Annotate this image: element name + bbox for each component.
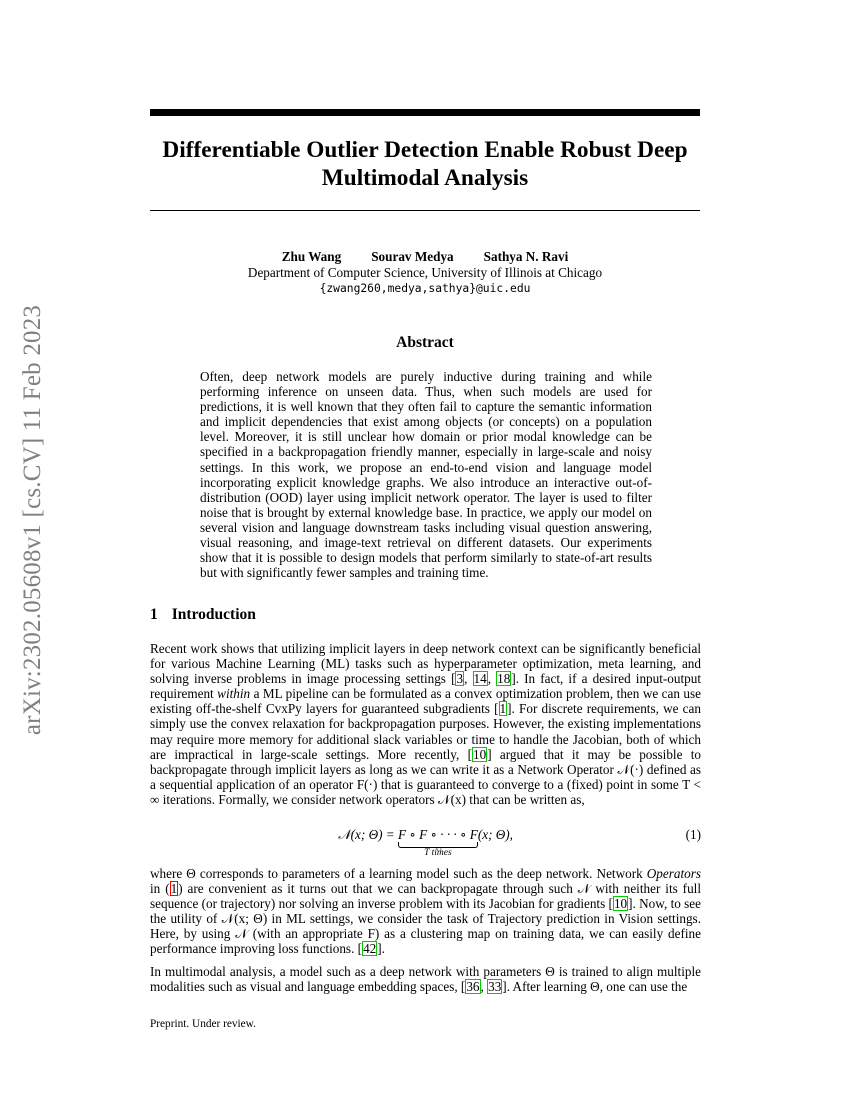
equation-reference-link[interactable]: 1 (170, 881, 178, 897)
text-run: ]. After learning Θ, one can use the (502, 979, 688, 995)
author-name: Sathya N. Ravi (483, 249, 569, 264)
equation-lhs: 𝒩(x; Θ) = (338, 827, 398, 842)
arxiv-identifier: arXiv:2302.05608v1 [cs.CV] 11 Feb 2023 (19, 304, 46, 736)
citation-link[interactable]: 3 (456, 671, 464, 687)
section-heading-introduction (150, 606, 256, 624)
text-run: in ( (150, 881, 170, 897)
title-bottom-rule (150, 210, 700, 211)
citation-link[interactable]: 33 (488, 979, 502, 995)
author-affiliation: Department of Computer Science, University of Illinois at Chicago (247, 265, 603, 280)
text-run: In multimodal analysis, a model such as a deep network with parameters Θ is trained to align multiple modalities such as visual and language embedding spaces, [ (150, 964, 701, 995)
title-top-rule (150, 109, 700, 116)
citation-link[interactable]: 1 (499, 701, 507, 717)
text-run: ]. For discrete requirements, we can simply use the convex relaxation for backpropagation purposes. However, the existing implementations may require more memory for additional slack variables or time to handle the Jacobian, both of which are impractical in large-scale settings. More recently, [ (150, 701, 701, 762)
text-run: Recent work shows that utilizing implicit layers in deep network context can be significantly beneficial for various Machine Learning (ML) tasks such as hyperparameter optimization, meta learning, and solving inverse problems in image processing settings [ (150, 641, 701, 687)
section-title: Introduction (171, 606, 256, 623)
intro-paragraph-2 (150, 866, 701, 957)
citation-link[interactable]: 36 (466, 979, 480, 995)
citation-link[interactable]: 14 (473, 671, 487, 687)
text-run: ]. (377, 941, 385, 957)
text-run: ) are convenient as it turns out that we can backpropagate through such 𝒩 with neither its full sequence (or trajectory) nor solving an inverse problem with its Jacobian for gradients [ (150, 881, 701, 912)
text-run: ]. Now, to see the utility of 𝒩(x; Θ) in ML settings, we consider the task of Trajectory prediction in Vision settings. Here, by using 𝒩 (with an appropriate F) as a clustering map on training data, we can easily define performance improving loss functions. [ (150, 896, 701, 957)
citation-link[interactable]: 10 (613, 896, 628, 912)
text-run: ]. In fact, if a desired input-output requirement (150, 671, 702, 702)
abstract-heading: Abstract (396, 334, 454, 351)
title-line-2: Multimodal Analysis (321, 165, 529, 191)
underbrace-group (398, 827, 478, 858)
abstract-text: Often, deep network models are purely inductive during training and while performing inference on unseen data. Thus, when such models are used for predictions, it is well known that they often fail to capture the semantic information and implicit dependencies that exist among objects (or concepts) on a population level. Moreover, it is still unclear how domain or prior modal knowledge can be specified in a backpropagation friendly manner, especially in large-scale and noisy settings. In this work, we propose an end-to-end vision and language model incorporating explicit knowledge graphs. We also introduce an interactive out-of-distribution (OOD) layer using implicit network operator. The layer is used to filter noise that is brought by external knowledge base. In practice, we apply our model on several vision and language downstream tasks including visual question answering, visual reasoning, and image-text retrieval on different datasets. Our experiments show that it is possible to design models that perform similarly to state-of-art results but with significantly fewer samples and training time. (200, 369, 652, 581)
citation-link[interactable]: 42 (363, 941, 377, 957)
equation-brace-content: F ∘ F ∘ · · · ∘ F (398, 827, 478, 842)
intro-paragraph-1 (150, 641, 701, 807)
text-run: , (487, 671, 497, 687)
intro-paragraph-3 (150, 964, 701, 994)
paper-title (150, 136, 700, 192)
emphasis-text: Operators (646, 866, 701, 881)
text-run: , (480, 979, 488, 995)
emphasis-text: within (217, 686, 251, 702)
underbrace-label (398, 848, 478, 859)
page-footer: Preprint. Under review. (150, 1018, 256, 1030)
equation-1 (150, 827, 701, 863)
section-number: 1 (150, 606, 158, 623)
author-list (150, 249, 700, 265)
equation-body (150, 827, 701, 858)
text-run: ] argued that it may be possible to backpropagate through implicit layers as long as we can write it as a Network Operator 𝒩(·) defined as a sequential application of an operator F(·) that is guaranteed to converge to a (fixed) point in some T < ∞ iterations. Formally, we consider network operators 𝒩(x) that can be written as, (150, 746, 701, 807)
text-run: a ML pipeline can be formulated as a convex optimization problem, then we can use existing off-the-shelf CvxPy layers for guaranteed subgradients [ (150, 686, 701, 717)
title-line-1: Differentiable Outlier Detection Enable Robust Deep (162, 137, 688, 163)
arxiv-sidebar (13, 292, 53, 748)
author-name: Sourav Medya (371, 249, 454, 264)
equation-rhs: (x; Θ), (477, 827, 513, 842)
citation-link[interactable]: 18 (497, 671, 511, 687)
equation-number: (1) (685, 827, 701, 842)
text-run: where Θ corresponds to parameters of a learning model such as the deep network. Network (150, 866, 647, 881)
citation-link[interactable]: 10 (473, 746, 487, 762)
author-name: Zhu Wang (281, 249, 342, 264)
brace-label-text: T times (424, 848, 452, 858)
text-run: , (464, 671, 473, 687)
author-email: {zwang260,medya,sathya}@uic.edu (319, 282, 531, 295)
